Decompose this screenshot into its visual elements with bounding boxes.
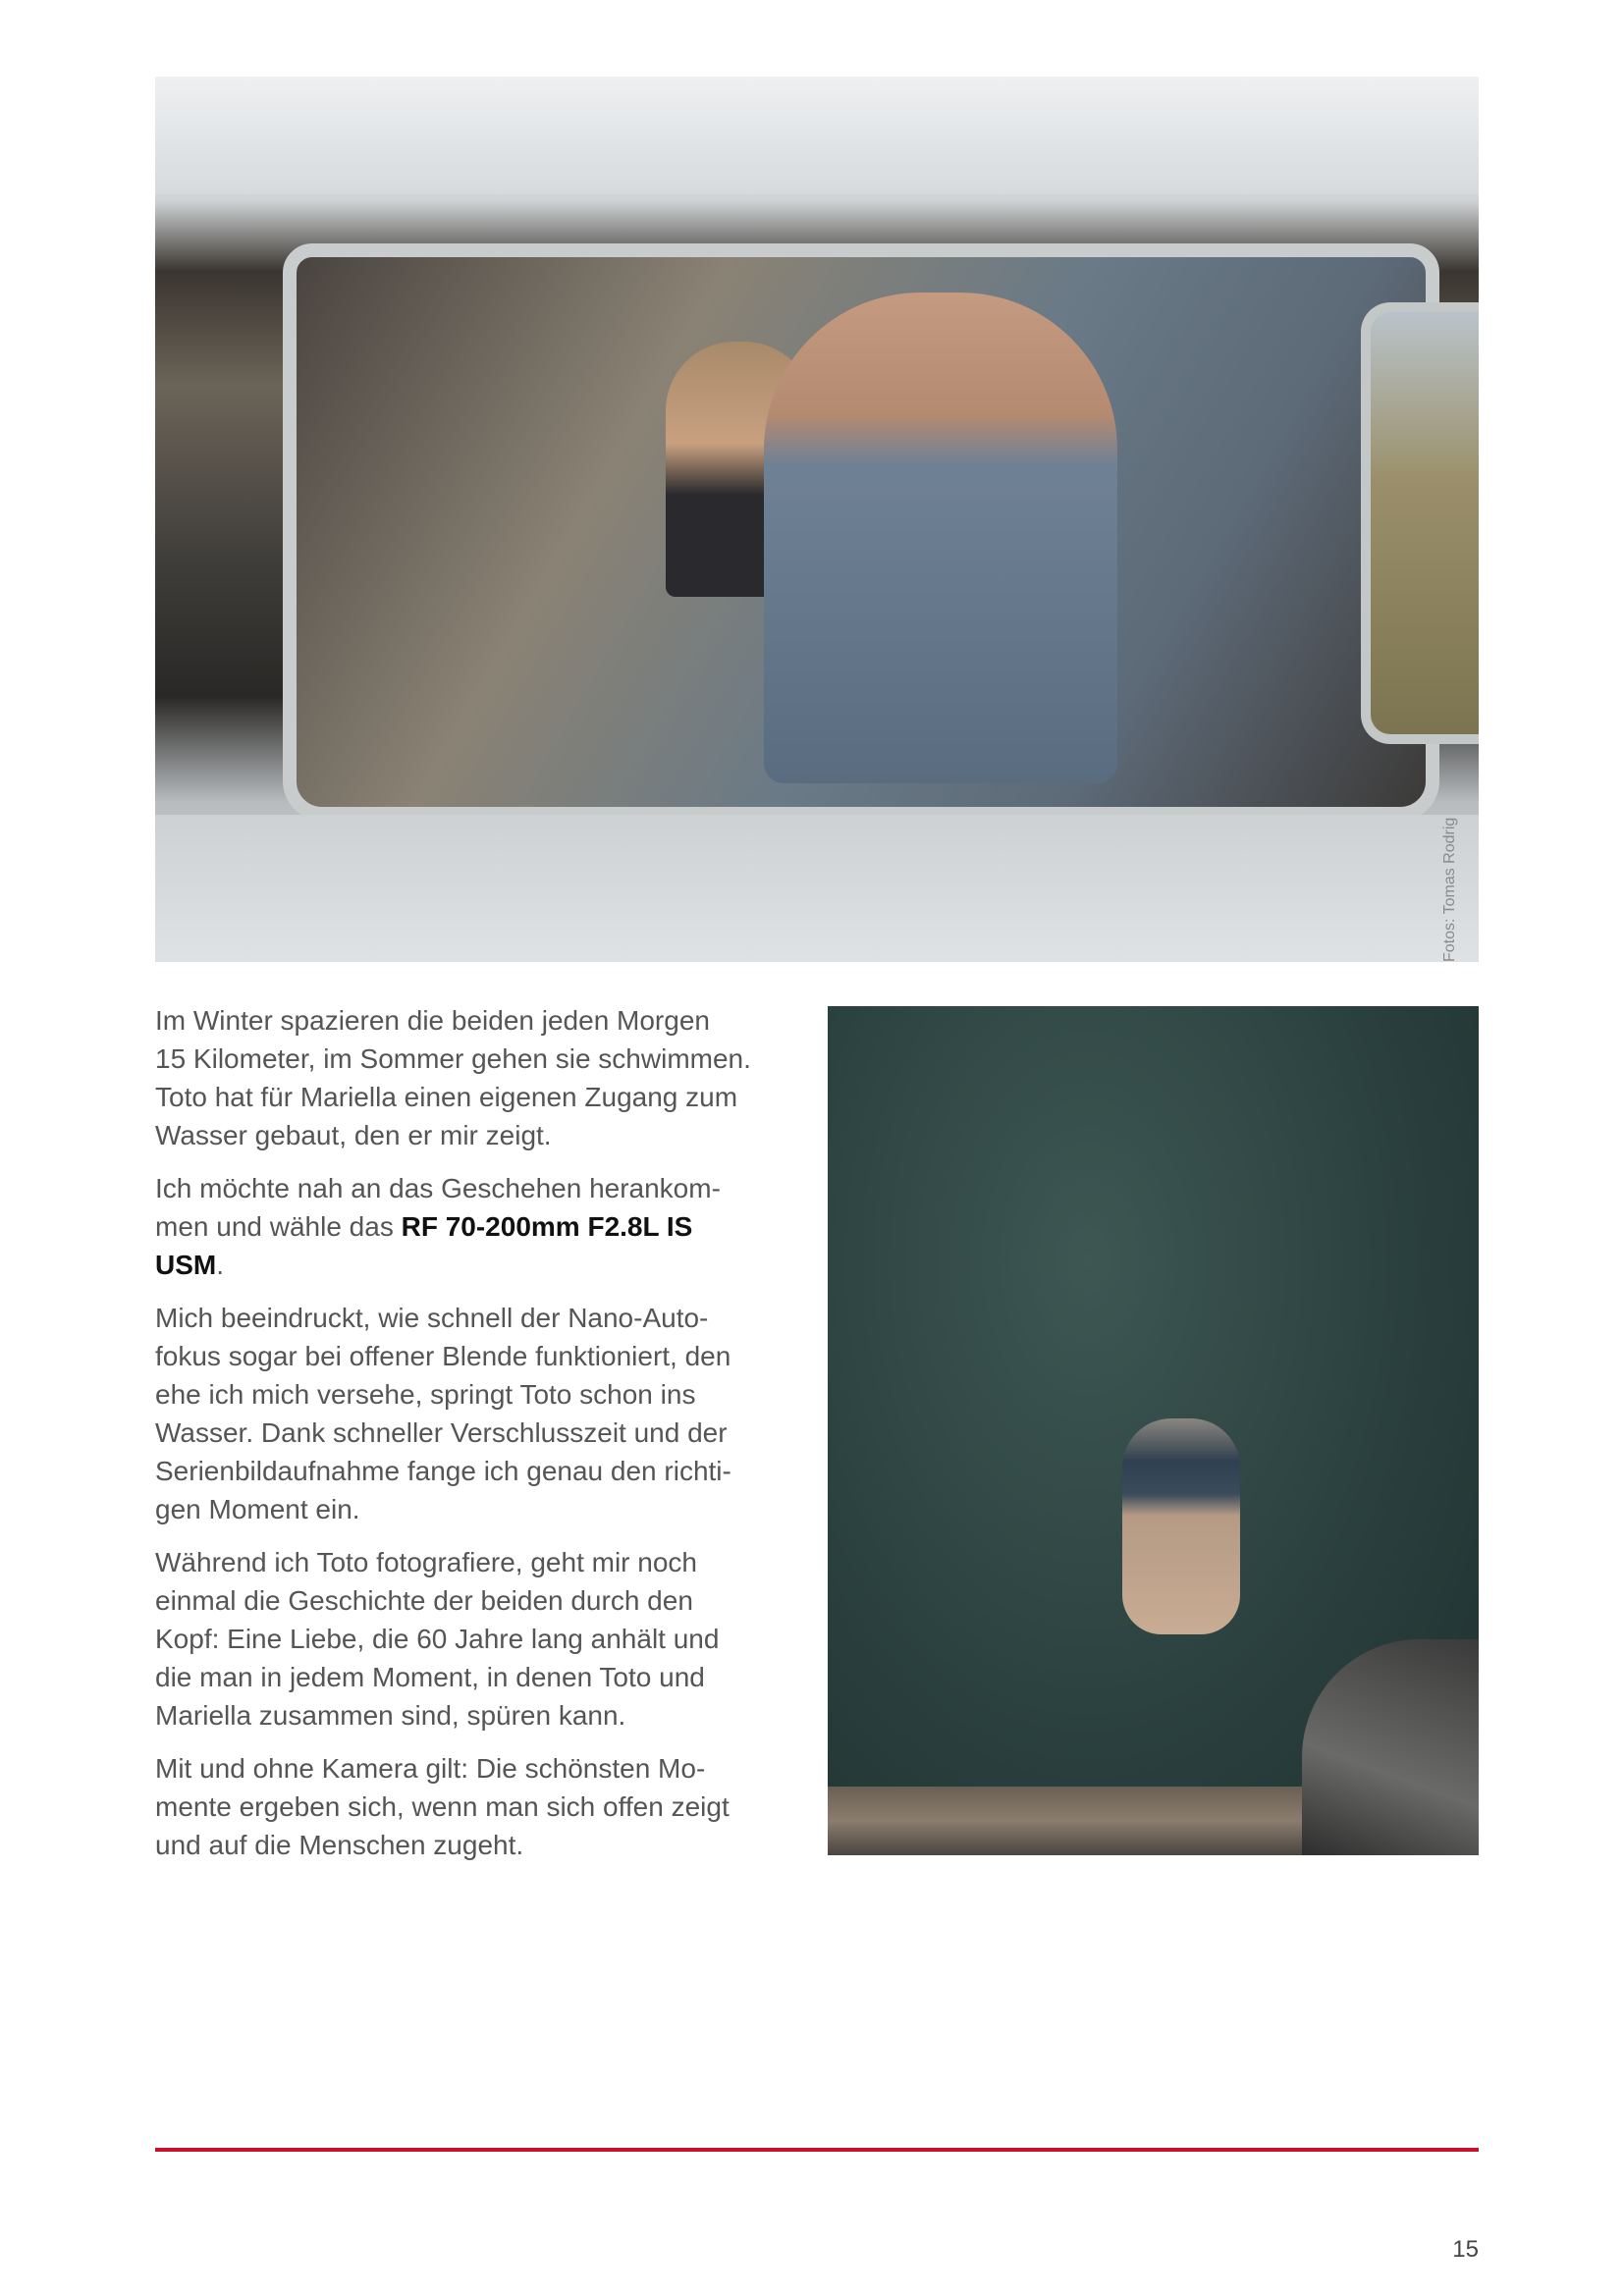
body-text (155, 1001, 808, 1879)
text-fragment: . (216, 1250, 225, 1280)
text-line: Mit und ohne Kamera gilt: Die schönsten Mo- (155, 1753, 706, 1784)
paragraph-2 (155, 1169, 808, 1284)
text-line: ehe ich mich versehe, springt Toto schon ins (155, 1379, 696, 1410)
text-line: Serienbildaufnahme fange ich genau den richti- (155, 1456, 731, 1486)
text-line: Wasser. Dank schneller Verschlusszeit und der (155, 1417, 728, 1448)
text-fragment: men und wähle das (155, 1211, 402, 1242)
rock (1302, 1639, 1479, 1855)
man-figure (764, 293, 1117, 783)
text-line: Im Winter spazieren die beiden jeden Morgen (155, 1005, 710, 1036)
text-line: Mariella zusammen sind, spüren kann. (155, 1700, 626, 1731)
page-number: 15 (1452, 2236, 1479, 2263)
text-line: Toto hat für Mariella einen eigenen Zugang zum (155, 1082, 738, 1112)
text-line: Mich beeindruckt, wie schnell der Nano-Auto- (155, 1303, 709, 1333)
text-line: fokus sogar bei offener Blende funktioniert, den (155, 1341, 731, 1371)
text-line: 15 Kilometer, im Sommer gehen sie schwimmen. (155, 1043, 751, 1074)
car-body (155, 815, 1479, 962)
car-roof (155, 77, 1479, 194)
text-line: einmal die Geschichte der beiden durch den (155, 1585, 693, 1616)
photo-diver (828, 1006, 1479, 1855)
paragraph-1 (155, 1001, 808, 1154)
car-rear-window (1361, 302, 1479, 744)
text-line: und auf die Menschen zugeht. (155, 1830, 524, 1860)
diver-figure (1122, 1418, 1240, 1634)
text-line: gen Moment ein. (155, 1494, 360, 1524)
text-line (155, 1246, 808, 1284)
text-line: Wasser gebaut, den er mir zeigt. (155, 1120, 552, 1150)
photo-couple-in-car (155, 77, 1479, 962)
text-line: mente ergeben sich, wenn man sich offen zeigt (155, 1791, 730, 1822)
text-line: Ich möchte nah an das Geschehen herankom- (155, 1173, 721, 1203)
paragraph-4 (155, 1543, 808, 1735)
text-line: Kopf: Eine Liebe, die 60 Jahre lang anhält und (155, 1624, 720, 1654)
paragraph-5 (155, 1749, 808, 1864)
lens-name-cont: USM (155, 1250, 217, 1280)
text-line: Während ich Toto fotografiere, geht mir noch (155, 1547, 698, 1577)
photo-credit: Fotos: Tomas Rodrig (1441, 817, 1458, 962)
text-line: die man in jedem Moment, in denen Toto und (155, 1662, 705, 1692)
lens-name: RF 70-200mm F2.8L IS (401, 1211, 693, 1242)
footer-rule (155, 2148, 1479, 2152)
text-line (155, 1207, 808, 1246)
paragraph-3 (155, 1299, 808, 1528)
